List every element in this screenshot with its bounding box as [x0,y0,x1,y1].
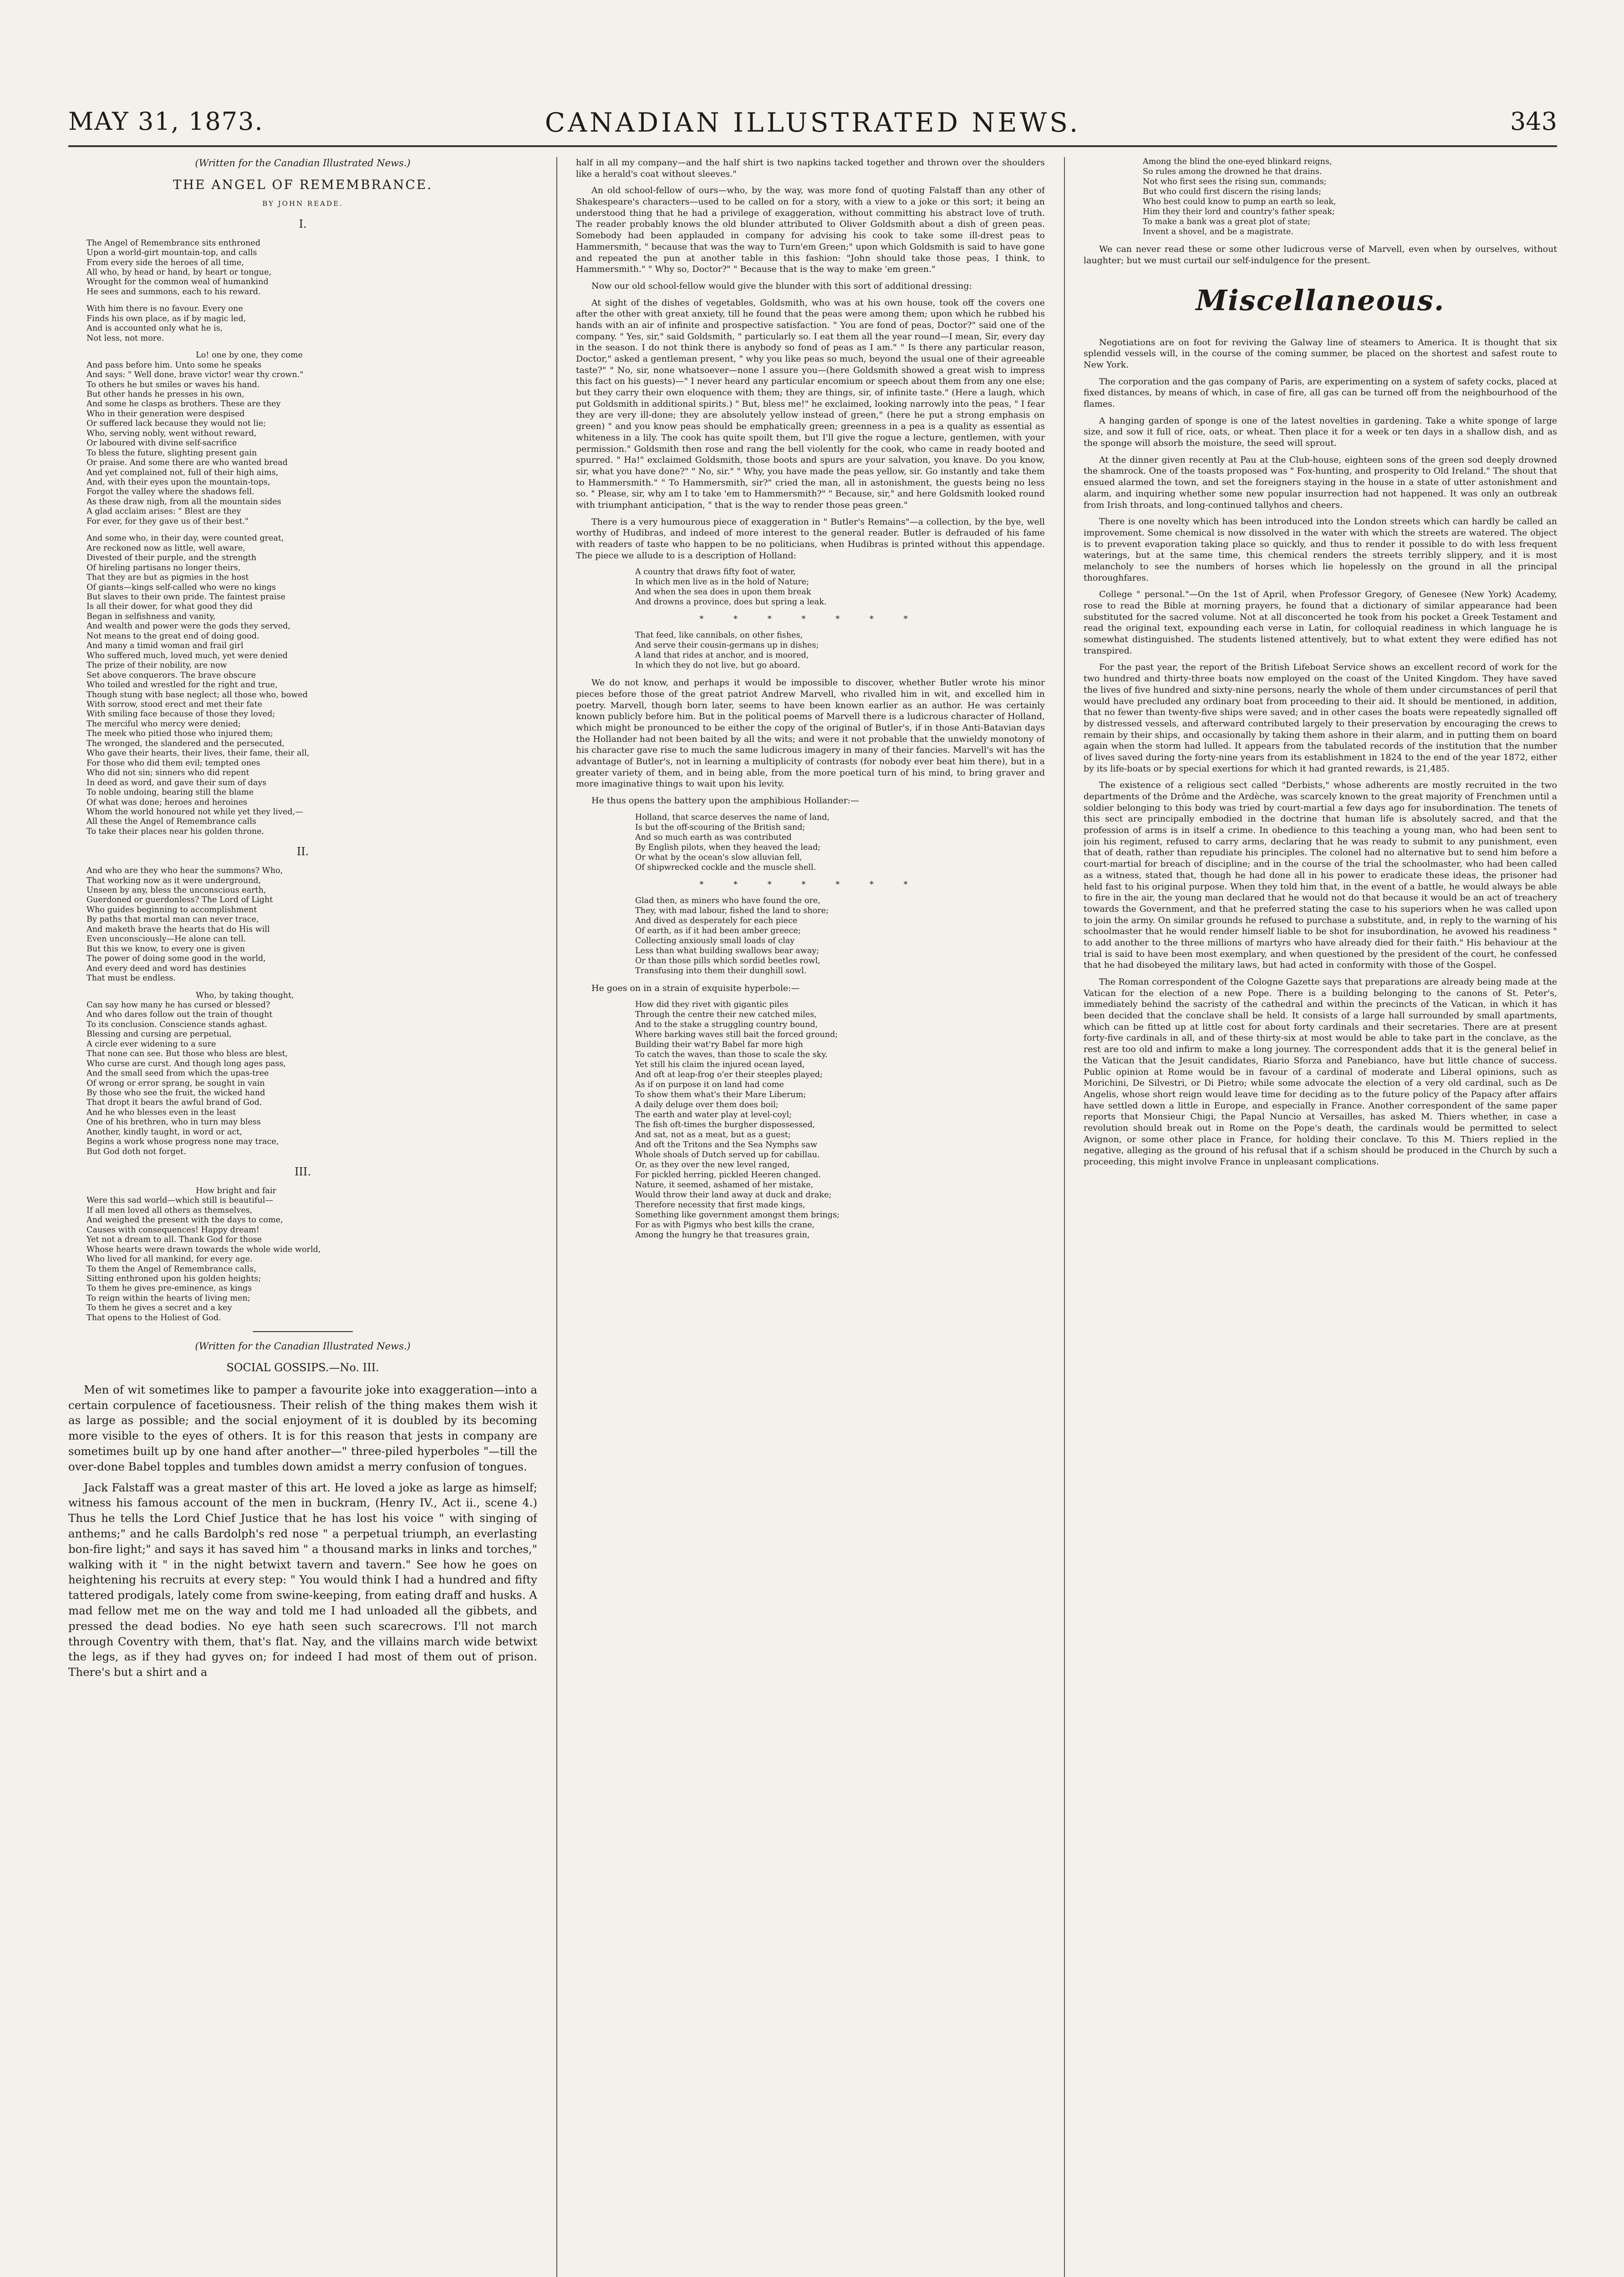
verse-line: Glad then, as miners who have found the ore, [635,896,820,905]
quoted-poem [635,631,1045,671]
verse-line: And yet complained not, full of their high aims, [87,468,279,477]
verse-line: Invent a shovel, and be a magistrate. [1143,227,1293,236]
verse-line: Can say how many he has cursed or blessed? [87,1000,270,1010]
verse-line: Who, serving nobly, went without reward, [87,429,257,438]
verse-line: And wealth and power were the gods they served, [87,622,290,631]
verse-line: In deed as word, and gave their sum of days [87,778,267,787]
news-item: The Roman correspondent of the Cologne Gazette says that preparations are already being made at the Vatican for the election of a new Pope. There is a building belonging to the canons of St. Peter's, immediately behind the sacristy of the cathedral and within the precincts of the Vatican, in which it has been decided that the conclave shall be held. It consists of a large hall surrounded by small apartments, which can be fitted up at little cost for about forty cardinals and their secretaries. There are at present forty-five cardinals in all, and of these thirty-six at most would be able to take part in the conclave, as the rest are too old and infirm to make a long journey. The correspondent adds that it is the general belief in the Vatican that the Jesuit candidates, Riario Sforza and Panebianco, have but little chance of success. Public opinion at Rome would be in favour of a cardinal of moderate and Liberal opinions, such as Morichini, De Silvestri, or Di Pietro; while some advocate the election of a very old cardinal, such as De Angelis, whose short reign would leave time for deciding as to the future policy of the Papacy after affairs have settled down a little in Europe, and especially in France. Another correspondent of the same paper reports that Monsieur Chigi, the Papal Nuncio at Versailles, has asked M. Thiers whether, in case a revolution should break out in Rome on the Pope's death, the cardinals would be permitted to select Avignon, or some other place in France, for holding their conclave. To this M. Thiers replied in the negative, alleging as the ground of his refusal that if a schism should be produced in the Church by such a proceeding, this might involve France in unpleasant complications. [1084,977,1557,1167]
paragraph: We can never read these or some other ludicrous verse of Marvell, even when by ourselves, without laughter; but we must curtail our self-indulgence for the present. [1084,244,1557,265]
verse-line: Not who first sees the rising sun, commands; [1143,177,1327,186]
verse-line: To show them what's their Mare Liberum; [635,1090,806,1100]
verse-line: But other hands he presses in his own, [87,389,244,399]
verse-line: To take their places near his golden throne. [87,827,265,836]
verse-line: Among the blind the one-eyed blinkard reigns, [1143,157,1332,166]
verse-line: Not less, not more. [87,333,164,343]
verse-line: Where barking waves still bait the forced ground; [635,1030,838,1040]
section-numeral: II. [296,845,309,858]
verse-line: For pickled herring, pickled Heeren changed. [635,1170,821,1180]
verse-line: Among the hungry he that treasures grain, [635,1230,810,1240]
verse-line: To catch the waves, than those to scale the sky. [635,1050,828,1060]
verse-line: Began in selfishness and vanity, [87,612,216,621]
news-item: The existence of a religious sect called "Derbists," whose adherents are mostly recruited in the two departments of the Drôme and the Ardèche, was scarcely known to the great majority of Frenchmen until a soldier belonging to this body was tried by court-martial a few days ago for insubordination. The tenets of this sect are principally embodied in the doctrine that human life is absolutely sacred, and that the profession of arms is in itself a crime. In obedience to this teaching a young man, who had been sent to join his regiment, refused to carry arms, declaring that he was ready to submit to any punishment, even that of death, rather than repudiate his principles. The colonel had no alternative but to send him before a court-martial for breach of discipline; and in the course of the trial the schoolmaster, who had been called as a witness, stated that, though he had done all in his power to eradicate these ideas, the prisoner had held fast to his original purpose. When they told him that, in the event of a battle, he would always be able to fire in the air, the young man declared that he would not do that because it would be an act of treachery towards the Government, and that he preferred stating the case to his superiors when he was called upon to join the army. On similar grounds he refused to purchase a substitute, and, in reply to the warning of his schoolmaster that he would render himself liable to be shot for insubordination, he avowed his readiness " to add another to the three millions of martyrs who have already died for their faith." His behaviour at the trial is said to have been most exemplary, and when questioned by the president of the court, he confessed that he had disobeyed the military laws, but had acted in conformity with those of the Gospel. [1084,780,1557,970]
miscellany-items [1084,337,1557,1168]
verse-line: And, with their eyes upon the mountain-tops, [87,478,270,487]
masthead-date: MAY 31, 1873. [68,107,264,136]
verse-line: That working now as it were underground, [87,876,261,885]
verse-line: In which men live as in the hold of Nature; [635,577,809,587]
verse-line: And every deed and word has destinies [87,964,246,973]
verse-line: All these the Angel of Remembrance calls [87,817,256,827]
verse-line: And weighed the present with the days to come, [87,1215,283,1225]
verse-line: To bless the future, slighting present gain [87,448,257,458]
verse-line: To noble undoing, bearing still the blame [87,788,254,797]
verse-line: From every side the heroes of all time, [87,258,244,267]
verse-line: To others he but smiles or waves his hand. [87,380,260,389]
verse-line: Is but the off-scouring of the British sand; [635,822,805,832]
quoted-poem [1143,157,1557,237]
verse-line: The prize of their nobility, are now [87,661,227,670]
verse-line: Upon a world-girt mountain-top, and calls [87,248,257,258]
paragraph: He goes on in a strain of exquisite hyperbole:— [591,983,800,993]
verse-line: All who, by head or hand, by heart or tongue, [87,267,272,277]
verse-line: Of earth, as if it had been amber greece; [635,926,801,935]
verse-line: To them he gives a secret and a key [87,1303,232,1313]
quoted-poem [635,813,1045,873]
verse-line: That none can see. But those who bless are blest, [87,1049,288,1059]
article-title: THE ANGEL OF REMEMBRANCE. [173,177,433,192]
verse-line: One of his brethren, who in turn may bless [87,1118,261,1127]
verse-line: Or than those pills which sordid beetles rowl, [635,956,820,965]
column-3 [1084,157,1557,2277]
verse-line: They, with mad labour, fished the land to shore; [635,906,829,915]
verse-line: And says: " Well done, brave victor! wear thy crown." [87,370,304,380]
verse-line: Begins a work whose progress none may trace, [87,1137,279,1147]
article-credit: (Written for the Canadian Illustrated News.) [195,1341,411,1352]
news-item: For the past year, the report of the British Lifeboat Service shows an excellent record of work for the two hundred and thirty-three boats now employed on the coast of the United Kingdom. They have saved the lives of five hundred and sixty-nine persons, nearly the whole of them under circumstances of peril that would have precluded any ordinary boat from proceeding to their aid. It should be mentioned, in addition, that no fewer than twenty-five ships were saved; and in other cases the boats were repeatedly signalled off by distressed vessels, and afterward contributed largely to their preservation by encouraging the crews to remain by their ships, and occasionally by taking them ashore in their alarm, and in putting them on board again when the storm had lulled. It appears from the tabulated records of the institution that the number of lives saved during the forty-nine years from its establishment in 1824 to the end of the year 1872, either by its life-boats or by special exertions for which it had granted rewards, is 21,485. [1084,662,1557,774]
verse-line: As these draw nigh, from all the mountain sides [87,497,281,506]
verse-line: Of hireling partisans no longer theirs, [87,563,241,572]
verse-line: But slaves to their own pride. The faintest praise [87,592,285,602]
section-numeral: III. [294,1165,311,1179]
verse-line: The fish oft-times the burgher dispossessed, [635,1120,815,1130]
verse-stanza [87,534,537,837]
verse-line: A country that draws fifty foot of water, [635,567,796,577]
verse-line: So rules among the drowned he that drains. [1143,167,1322,176]
verse-line: That feed, like cannibals, on other fishes, [635,631,803,640]
page-number: 343 [1510,107,1557,136]
masthead [68,107,1557,148]
verse-line: And is accounted only what he is, [87,324,223,333]
news-item: A hanging garden of sponge is one of the latest novelties in gardening. Take a white sponge of large size, and sow it full of rice, oats, or wheat. Then place it for a week or ten days in a shallow dish, and as the sponge will absorb the moisture, the seed will sprout. [1084,415,1557,449]
verse-line: With smiling face because of those they loved; [87,710,275,719]
paragraph: Men of wit sometimes like to pamper a favourite joke into exaggeration—into a certain corpulence of facetiousness. Their relish of the thing makes them wish it as large as possible; and the social enjoyment of it is doubled by its becoming more visible to the eyes of others. It is for this reason that jests in company are sometimes built up by one hand after another—" three-piled hyperboles "—till the over-done Babel topples and tumbles down amidst a merry confusion of tongues. [68,1383,537,1473]
verse-line: Who toiled and wrestled for the right and true, [87,680,278,690]
verse-line: Of shipwrecked cockle and the muscle shell. [635,863,816,872]
verse-line: And the small seed from which the upas-tree [87,1069,269,1078]
verse-line: The meek who pitied those who injured them; [87,729,273,739]
paragraph: We do not know, and perhaps it would be impossible to discover, whether Butler wrote his minor pieces before those of the great patriot Andrew Marvell, who rivalled him in wit, and excelled him in poetry. Marvell, though born later, seems to have been known earlier as an author. He was certainly known publicly before him. But in the political poems of Marvell there is a ludicrous character of Holland, which might be pronounced to be either the copy of the original of Butler's, if in those Anti-Batavian days the Hollander had not been baited by all the wits; and were it not probable that the unwieldy monotony of his character gave rise to much the same ludicrous imagery in many of their fancies. Marvell's wit has the advantage of Butler's, not in learning a multiplicity of contrasts (for nobody ever beat him there), but in a greater variety of them, and in being able, from the more poetical turn of his mind, to bring graver and more imaginative things to wait upon his levity. [576,678,1045,789]
verse-lines [87,1196,537,1323]
verse-line: Who guides beginning to accomplishment [87,905,257,914]
news-item: College " personal."—On the 1st of April, when Professor Gregory, of Genesee (New York) Academy, rose to read the Bible at morning prayers, he found that a dictionary of similar appearance had been substituted for the sacred volume. Not at all disconcerted he took from his pocket a Greek Testament and read the original text, expounding each verse in Latin, for colloquial readiness in which language he is somewhat distinguished. The students listened attentively, but to what extent they were edified has not transpired. [1084,589,1557,656]
verse-lines [87,361,537,527]
news-item: There is one novelty which has been introduced into the London streets which can hardly be called an improvement. Some chemical is now dissolved in the water with which the streets are watered. The object is to prevent evaporation taking place so quickly, and thus to render it possible to do with less frequent waterings, but at the same time, this chemical renders the streets terribly slippery, and it is most melancholy to see the numbers of horses which lie hopelessly on the ground in all the principal thoroughfares. [1084,516,1557,583]
column-divider [556,157,557,2277]
verse-line: The power of doing some good in the world, [87,954,266,964]
verse-line: To them the Angel of Remembrance calls, [87,1264,256,1274]
quoted-poem [635,896,1045,976]
verse-line: And maketh brave the hearts that do His will [87,924,270,934]
verse-line: Guerdoned or guerdonless? The Lord of Light [87,895,273,905]
verse-line: Of what was done; heroes and heroines [87,797,247,807]
verse-line: Another, kindly taught, in word or act, [87,1127,242,1137]
verse-line: Even unconsciously—He alone can tell. [87,934,246,944]
verse-stanza [87,866,537,983]
news-item: At the dinner given recently at Pau at the Club-house, eighteen sons of the green sod deeply drowned the shamrock. One of the toasts proposed was " Fox-hunting, and prosperity to Old Ireland." The shout that ensued alarmed the town, and set the foreigners staying in the house in a state of utter astonishment and alarm, and inquiring whether some new popular insurrection had not happened. It was only an outbreak from Irish throats, and long-continued tallyhos and cheers. [1084,454,1557,510]
column-2 [576,157,1045,2277]
verse-line: With him there is no favour. Every one [87,304,243,314]
verse-line: And when the sea does in upon them break [635,587,811,597]
verse-line: By paths that mortal man can never trace, [87,915,259,924]
article-byline: BY JOHN READE. [262,199,343,208]
verse-line: Set above conquerors. The brave obscure [87,670,256,680]
verse-line: And some he clasps as brothers. These are they [87,399,281,409]
verse-line: Holland, that scarce deserves the name of land, [635,812,830,822]
verse-line: If all men loved all others as themselves, [87,1205,253,1215]
article-credit: (Written for the Canadian Illustrated News.) [195,158,411,168]
verse-line: Less than what building swallows bear away; [635,946,820,955]
verse-line: Though stung with base neglect; all those who, bowed [87,690,308,699]
news-item: The corporation and the gas company of Paris, are experimenting on a system of safety cocks, placed at fixed distances, by means of which, in case of fire, all gas can be turned off from the neighbourhood of the flames. [1084,376,1557,409]
verse-line: For as with Pigmys who best kills the crane, [635,1220,815,1230]
verse-line: Sitting enthroned upon his golden heights; [87,1274,261,1283]
paragraph: half in all my company—and the half shirt is two napkins tacked together and thrown over the shoulders like a herald's coat without sleeves." [576,158,1045,179]
verse-line: Not means to the great end of doing good. [87,631,260,641]
verse-line: Through the centre their new catched miles, [635,1010,817,1020]
verse-stanza [87,351,537,526]
verse-line: Forgot the valley where the shadows fell. [87,487,255,497]
verse-line: Lo! one by one, they come [196,351,303,360]
verse-lines [87,1001,537,1157]
verse-line: A daily deluge over them does boil; [635,1100,779,1110]
verse-line: Or praise. And some there are who wanted bread [87,458,288,468]
divider [253,1331,353,1332]
verse-line: By English pilots, when they heaved the lead; [635,842,821,852]
quoted-poem [635,567,1045,608]
verse-line: And to the stake a struggling country bound, [635,1020,818,1030]
paragraph: Now our old school-fellow would give the blunder with this sort of additional dressing: [591,281,972,291]
paragraph: Jack Falstaff was a great master of this art. He loved a joke as large as himself; witness his famous account of the men in buckram, (Henry IV., Act ii., scene 4.) Thus he tells the Lord Chief Justice that he has lost his voice " with singing of anthems;" and he calls Bardolph's red nose " a perpetual triumph, an everlasting bon-fire light;" and says it has saved him " a thousand marks in links and torches," walking with it " in the night betwixt tavern and tavern." See how he goes on heightening his recruits at every step: " You would think I had a hundred and fifty tattered prodigals, lately come from swine-keeping, from eating draff and husks. A mad fellow met me on the way and told me I had unloaded all the gibbets, and pressed the dead bodies. No eye hath seen such scarecrows. I'll not march through Coventry with them, that's flat. Nay, and the villains march wide betwixt the legs, as if they had gyves on; for indeed I had most of them out of prison. There's but a shirt and a [68,1481,537,1679]
verse-line: By those who see the fruit, the wicked hand [87,1088,265,1098]
verse-line: A land that rides at anchor, and is moored, [635,651,809,660]
verse-line: But this we know, to every one is given [87,944,245,954]
verse-line: How did they rivet with gigantic piles [635,1000,789,1010]
verse-line: Nature, it seemed, ashamed of her mistake, [635,1180,814,1190]
verse-stanza [87,304,537,343]
verse-line: Therefore necessity that first made kings, [635,1200,805,1210]
masthead-rule [68,145,1557,147]
verse-stanza [87,1186,537,1323]
masthead-title: CANADIAN ILLUSTRATED NEWS. [545,107,1081,138]
verse-line: The earth and water play at level-coyl; [635,1110,792,1120]
verse-line: That dropt it bears the awful brand of God. [87,1098,262,1108]
verse-line: And oft at leap-frog o'er their steeples played; [635,1070,823,1080]
verse-line: Blessing and cursing are perpetual, [87,1030,232,1039]
verse-line: He sees and summons, each to his reward. [87,287,261,296]
verse-line: Who did not sin; sinners who did repent [87,768,249,778]
verse-line: Or suffered lack because they would not lie; [87,419,266,429]
verse-line: Unseen by any, bless the unconscious earth, [87,885,266,895]
verse-line: And drowns a province, does but spring a leak. [635,597,827,607]
paragraph: At sight of the dishes of vegetables, Goldsmith, who was at his own house, took off the covers one after the other with great anxiety, till he found that the peas were among them; upon which he rubbed his hands with an air of infinite and prospective satisfaction. " You are fond of peas, Doctor?" said one of the company. " Yes, sir," said Goldsmith, " particularly so. I eat them all the year round—I mean, Sir, every day in the season. I do not think there is anybody so fond of peas as I am." " Is there any particular reason, Doctor," asked a gentleman present, " why you like peas so much, beyond the usual one of their agreeable taste?" " No, sir, none whatsoever—none I assure you—(here Goldsmith showed a great wish to impress this fact on his guests)—" I never heard any particular encomium or speech about them from any one else; but they carry their own eloquence with them; they are things, sir, of infinite taste." (Here a laugh, which put Goldsmith in additional spirits.) " But, bless me!" he exclaimed, looking narrowly into the peas, " I fear they are very ill-done; they are absolutely yellow instead of green," (here he put a strong emphasis on green) " and you know peas should be emphatically green; greenness in a pea is a quality as essential as whiteness in a lily. The cook has quite spoilt them, but I'll give the rogue a lecture, gentlemen, with your permission." Goldsmith then rose and rang the bell violently for the cook, who came in ready booted and spurred. " Ha!" exclaimed Goldsmith, those boots and spurs are your salvation, you knave. Do you know, sir, what you have done?" " No, sir." " Why, you have made the peas yellow, sir. Go instantly and take them to Hammersmith." " To Hammersmith, sir?" cried the man, all in astonishment, the guests being no less so. " Please, sir, why am I to take 'em to Hammersmith?" " Because, sir," and here Goldsmith looked round with triumphant anticipation, " that is the way to render those peas green." [576,297,1045,510]
verse-line: As if on purpose it on land had come [635,1080,784,1090]
verse-line: For those who did them evil; tempted ones [87,758,260,768]
column-divider [1064,157,1065,2277]
verse-line: Whose hearts were drawn towards the whole wide world, [87,1245,321,1254]
verse-line: Of wrong or error sprang, be sought in vain [87,1078,265,1088]
verse-line: But who could first discern the rising lands; [1143,187,1322,196]
verse-line: Who in their generation were despised [87,409,245,419]
verse-line: Causes with consequences! Happy dream! [87,1225,260,1235]
verse-line: Would throw their land away at duck and drake; [635,1190,832,1200]
verse-line: Whole shoals of Dutch served up for cabillau. [635,1150,820,1160]
verse-line: That they are but as pigmies in the host [87,573,249,582]
verse-line: The merciful who mercy were denied; [87,719,241,729]
verse-line: Finds his own place, as if by magic led, [87,314,246,323]
verse-line: Or laboured with divine self-sacrifice [87,439,237,448]
verse-line: Of giants—kings self-called who were no kings [87,582,276,592]
verse-line: And many a timid woman and frail girl [87,641,244,651]
paragraph: He thus opens the battery upon the amphibious Hollander:— [591,796,860,806]
verse-line: Yet not a dream to all. Thank God for those [87,1235,262,1245]
verse-line: The Angel of Remembrance sits enthroned [87,238,260,248]
verse-line: Yet still his claim the injured ocean layed, [635,1060,805,1070]
verse-line: And serve their cousin-germans up in dishes; [635,641,819,650]
verse-line: And who dares follow out the train of thought [87,1010,273,1020]
verse-line: Were this sad world—which still is beautiful— [87,1196,273,1205]
verse-line: And who are they who hear the summons? Who, [87,866,283,876]
verse-line: Whom the world honoured not while yet they lived,— [87,807,303,817]
verse-line: And sat, not as a meat, but as a guest; [635,1130,791,1140]
verse-line: For ever, for they gave us of their best." [87,516,249,526]
verse-line: That opens to the Holiest of God. [87,1313,221,1322]
verse-line: Building their wat'ry Babel far more high [635,1040,803,1050]
verse-line: Who gave their hearts, their lives, their fame, their all, [87,749,310,758]
verse-line: The wronged, the slandered and the persecuted, [87,739,285,748]
column-1 [68,157,537,2277]
verse-line: To them he gives pre-eminence, as kings [87,1284,252,1293]
verse-line: A glad acclaim arises: " Blest are they [87,507,241,516]
verse-line: But God doth not forget. [87,1147,186,1156]
verse-line: To make a bank was a great plot of state; [1143,217,1311,226]
verse-line: Something like government amongst them brings; [635,1210,840,1220]
section-numeral: I. [299,217,307,230]
verse-line: Are reckoned now as little, well aware, [87,543,245,553]
verse-line: And oft the Tritons and the Sea Nymphs saw [635,1140,817,1150]
verse-line: Him they their lord and country's father speak; [1143,207,1335,216]
verse-stanza [87,239,537,297]
ellipsis-stars: * * * * * * * [699,614,921,624]
verse-line: Who curse are curst. And though long ages pass, [87,1059,286,1068]
verse-line: Divested of their purple, and the strength [87,553,257,563]
verse-line: Who suffered much, loved much, yet were denied [87,651,288,660]
verse-line: To reign within the hearts of living men; [87,1293,250,1303]
verse-line: Is all their dower, for what good they did [87,602,253,612]
verse-line: Who, by taking thought, [196,990,294,1000]
article-title: SOCIAL GOSSIPS.—No. III. [226,1361,379,1374]
verse-line: And dived as desperately for each piece [635,916,798,925]
verse-line: Who lived for all mankind, for every age. [87,1255,253,1264]
ellipsis-stars: * * * * * * * [699,879,921,889]
newspaper-page [68,107,1557,2277]
verse-line: Or what by the ocean's slow alluvian fell, [635,853,803,862]
verse-line: And pass before him. Unto some he speaks [87,360,262,370]
verse-line: And he who blesses even in the least [87,1108,236,1117]
paragraph: There is a very humourous piece of exaggeration in " Butler's Remains"—a collection, by the bye, well worthy of Hudibras, and indeed of more interest to the general reader. Butler is defrauded of his fame with readers of taste who happen to be no politicians, when Hudibras is printed without this appendage. The piece we allude to is a description of Holland: [576,516,1045,561]
section-heading-miscellaneous: Miscellaneous. [1196,284,1445,317]
verse-line: That must be endless. [87,974,176,983]
verse-line: Collecting anxiously small loads of clay [635,936,795,945]
verse-line: And some who, in their day, were counted great, [87,534,284,543]
paragraph: An old school-fellow of ours—who, by the way, was more fond of quoting Falstaff than any other of Shakespeare's characters—used to be called on for a story, with a view to a joke or this sort; it being an understood thing that he had a privilege of exaggeration, without committing his abstract love of truth. The reader probably knows the old blunder attributed to Oliver Goldsmith about a dish of green peas. Somebody had been applauded in company for advising his cook to take some ill-drest peas to Hammersmith, " because that was the way to Turn'em Green;" upon which Goldsmith is said to have gone and repeated the pun at another table in this fashion: "John should take those peas, I think, to Hammersmith." " Why so, Doctor?" " Because that is the way to make 'em green." [576,185,1045,275]
verse-line: Transfusing into them their dunghill sowl. [635,966,807,975]
verse-line: And so much earth as was contributed [635,832,792,842]
verse-line: With sorrow, stood erect and met their fate [87,700,262,709]
verse-line: A circle ever widening to a sure [87,1039,216,1049]
verse-line: Wrought for the common weal of humankind [87,277,269,287]
verse-line: How bright and fair [196,1186,276,1195]
quoted-poem [635,1000,1045,1241]
verse-stanza [87,991,537,1157]
verse-line: To its conclusion. Conscience stands aghast. [87,1020,267,1029]
verse-line: In which they do not live, but go aboard. [635,661,800,670]
verse-line: Or, as they over the new level ranged, [635,1160,790,1170]
news-item: Negotiations are on foot for reviving the Galway line of steamers to America. It is thought that six splendid vessels will, in the course of the coming summer, be placed on the shortest and safest route to New York. [1084,337,1557,370]
verse-line: Who best could know to pump an earth so leak, [1143,197,1336,206]
